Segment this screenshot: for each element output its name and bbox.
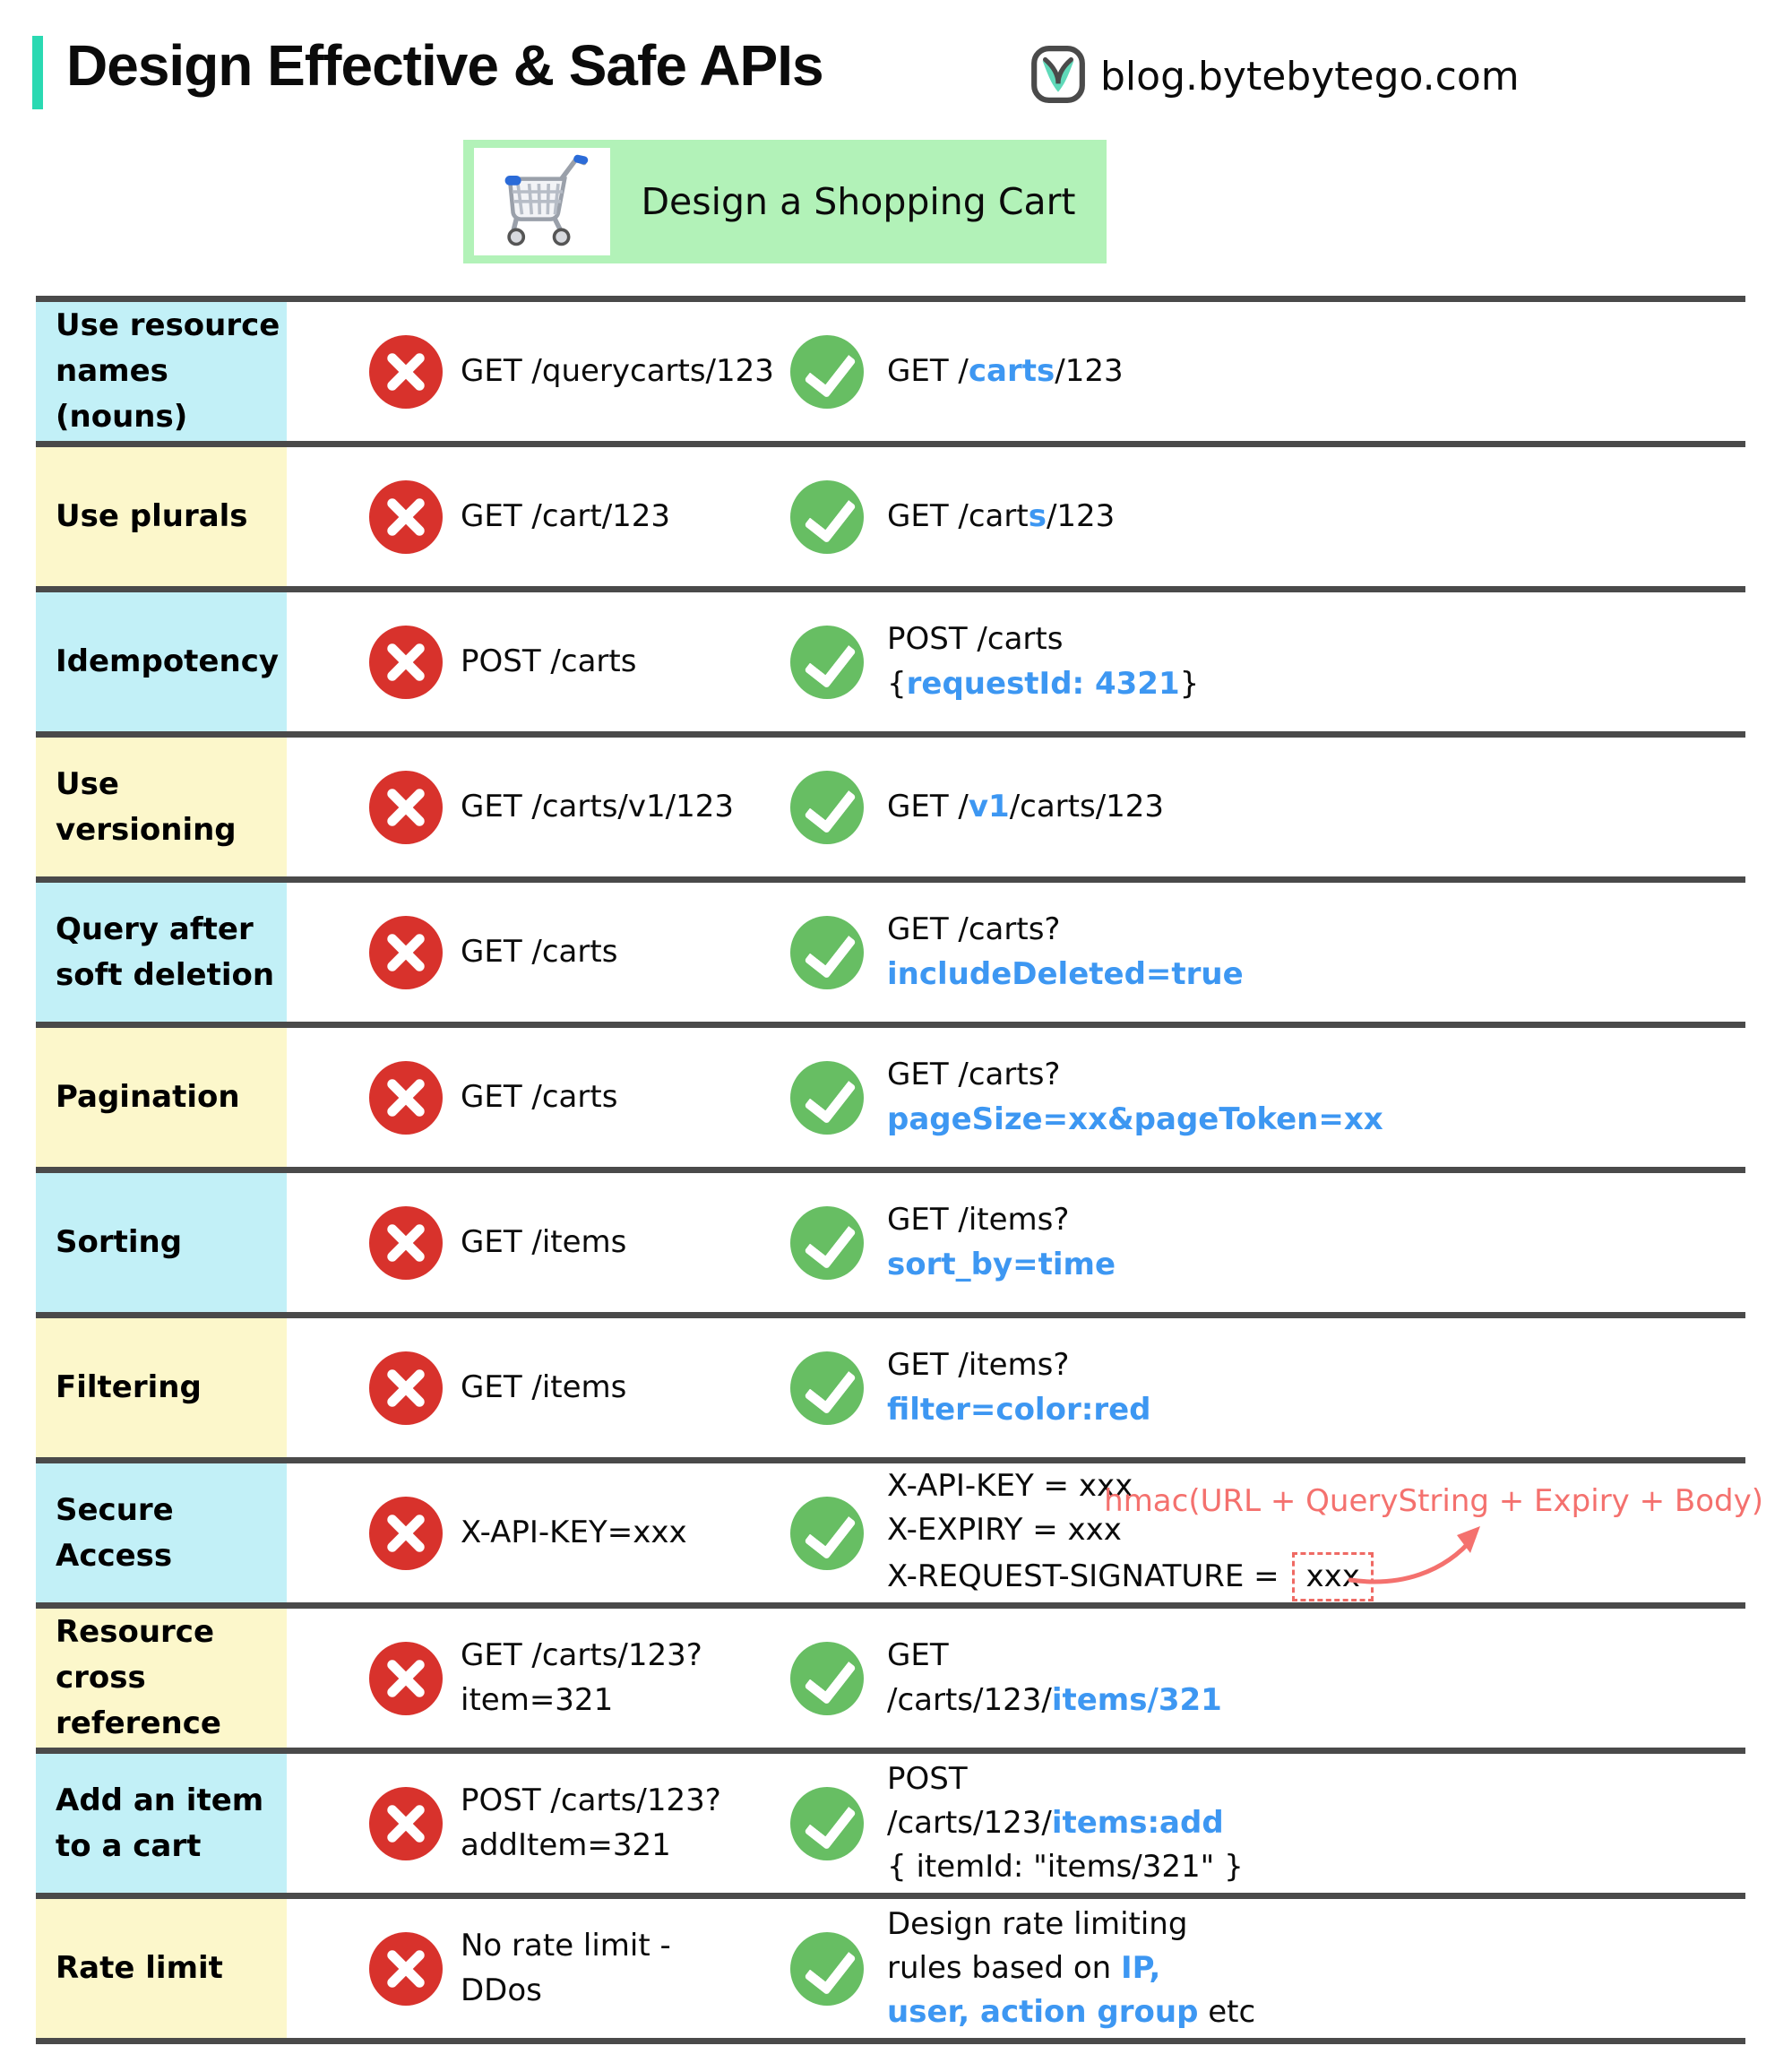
good-example-cell (790, 1028, 1745, 1167)
shopping-cart-icon (490, 151, 594, 252)
rule-label: Query after soft deletion (36, 883, 287, 1022)
bad-example-cell (369, 592, 790, 731)
bad-example-cell (369, 1754, 790, 1893)
bad-example-text: GET /carts/v1/123 (461, 788, 734, 824)
good-example-cell (790, 1754, 1745, 1893)
good-example-text: POST /carts/123/items:add { itemId: "items/321" } (887, 1760, 1244, 1886)
bad-example-cell (369, 447, 790, 586)
rule-label: Use resource names (nouns) (36, 302, 287, 441)
good-example-cell (790, 883, 1745, 1022)
green-check-icon (790, 480, 864, 554)
red-cross-icon (369, 335, 443, 409)
bad-example-text: GET /items (461, 1368, 627, 1405)
rule-label: Use versioning (36, 738, 287, 876)
good-example-cell (790, 1899, 1745, 2038)
bad-example-text: POST /carts/123? addItem=321 (461, 1782, 721, 1863)
bad-example-cell (369, 1899, 790, 2038)
good-example-text: Design rate limiting rules based on IP, user, action group etc (887, 1905, 1256, 2031)
rule-row (36, 1022, 1745, 1167)
good-example-cell (790, 592, 1745, 731)
green-check-icon (790, 1497, 864, 1570)
green-check-icon (790, 626, 864, 699)
green-check-icon (790, 1061, 864, 1135)
rule-row (36, 441, 1745, 586)
bad-example-text: GET /carts (461, 1078, 618, 1115)
bad-example-cell (369, 1463, 790, 1602)
bad-example-text: POST /carts (461, 643, 637, 679)
green-check-icon (790, 1787, 864, 1860)
bad-example-cell (369, 1318, 790, 1457)
cart-image-box (474, 148, 610, 255)
red-cross-icon (369, 1351, 443, 1425)
green-check-icon (790, 1932, 864, 2006)
red-cross-icon (369, 1642, 443, 1715)
bad-example-cell (369, 738, 790, 876)
green-check-icon (790, 1351, 864, 1425)
green-check-icon (790, 916, 864, 989)
bad-example-cell (369, 1173, 790, 1312)
bytebytego-logo (1030, 45, 1086, 108)
green-check-icon (790, 335, 864, 409)
good-example-text: GET /carts? includeDeleted=true (887, 911, 1244, 992)
rule-row (36, 296, 1745, 441)
rule-label: Pagination (36, 1028, 287, 1167)
rule-label: Secure Access (36, 1463, 287, 1602)
good-example-cell (790, 1463, 1745, 1602)
title-accent-bar (32, 36, 43, 109)
bad-example-text: GET /carts/123? item=321 (461, 1637, 702, 1718)
good-example-cell (790, 447, 1745, 586)
page-title: Design Effective & Safe APIs (66, 33, 823, 98)
rule-row (36, 1602, 1745, 1748)
good-example-text: GET /items? filter=color:red (887, 1347, 1151, 1428)
rule-row (36, 1748, 1745, 1893)
shopping-cart-banner (463, 140, 1107, 263)
rule-row (36, 731, 1745, 876)
red-cross-icon (369, 1497, 443, 1570)
bad-example-cell (369, 1028, 790, 1167)
good-example-text: GET /carts/123 (887, 497, 1116, 534)
rule-label: Idempotency (36, 592, 287, 731)
green-check-icon (790, 1206, 864, 1280)
red-cross-icon (369, 480, 443, 554)
red-cross-icon (369, 1061, 443, 1135)
good-example-text: GET /items? sort_by=time (887, 1202, 1116, 1282)
bad-example-text: GET /items (461, 1223, 627, 1260)
good-example-cell (790, 1318, 1745, 1457)
rule-row (36, 1893, 1745, 2038)
rule-row (36, 1312, 1745, 1457)
red-cross-icon (369, 1206, 443, 1280)
bad-example-text: X-API-KEY=xxx (461, 1514, 687, 1550)
bad-example-cell (369, 883, 790, 1022)
rule-row (36, 1457, 1763, 1602)
red-cross-icon (369, 1787, 443, 1860)
hmac-annotation-text: hmac(URL + QueryString + Expiry + Body) (1104, 1483, 1763, 1519)
banner-title: Design a Shopping Cart (641, 180, 1076, 223)
good-example-cell (790, 1173, 1745, 1312)
rule-row (36, 1167, 1745, 1312)
bad-example-text: GET /carts (461, 933, 618, 970)
good-example-text: X-API-KEY = xxx X-EXPIRY = xxx X-REQUEST-SIGNATURE = xxx (887, 1464, 1374, 1602)
good-example-text: GET /carts? pageSize=xx&pageToken=xx (887, 1057, 1383, 1137)
bad-example-text: No rate limit - DDos (461, 1928, 671, 2008)
good-example-cell (790, 1609, 1745, 1748)
rule-label: Use plurals (36, 447, 287, 586)
rule-row (36, 876, 1745, 1022)
bad-example-cell (369, 1609, 790, 1748)
red-cross-icon (369, 626, 443, 699)
rule-label: Rate limit (36, 1899, 287, 2038)
green-check-icon (790, 771, 864, 844)
rule-label: Filtering (36, 1318, 287, 1457)
rule-label: Resource cross reference (36, 1609, 287, 1748)
good-example-text: GET /carts/123/items/321 (887, 1637, 1222, 1718)
bad-example-text: GET /cart/123 (461, 497, 671, 534)
bad-example-text: GET /querycarts/123 (461, 352, 774, 389)
good-example-cell (790, 302, 1745, 441)
red-cross-icon (369, 771, 443, 844)
red-cross-icon (369, 916, 443, 989)
api-rules-table (36, 296, 1763, 2044)
rule-label: Add an item to a cart (36, 1754, 287, 1893)
bad-example-cell (369, 302, 790, 441)
good-example-text: GET /carts/123 (887, 352, 1124, 389)
site-url: blog.bytebytego.com (1100, 54, 1520, 99)
good-example-cell (790, 738, 1745, 876)
red-cross-icon (369, 1932, 443, 2006)
rule-row (36, 586, 1745, 731)
rule-label: Sorting (36, 1173, 287, 1312)
good-example-text: GET /v1/carts/123 (887, 788, 1165, 824)
green-check-icon (790, 1642, 864, 1715)
good-example-text: POST /carts {requestId: 4321} (887, 621, 1200, 702)
